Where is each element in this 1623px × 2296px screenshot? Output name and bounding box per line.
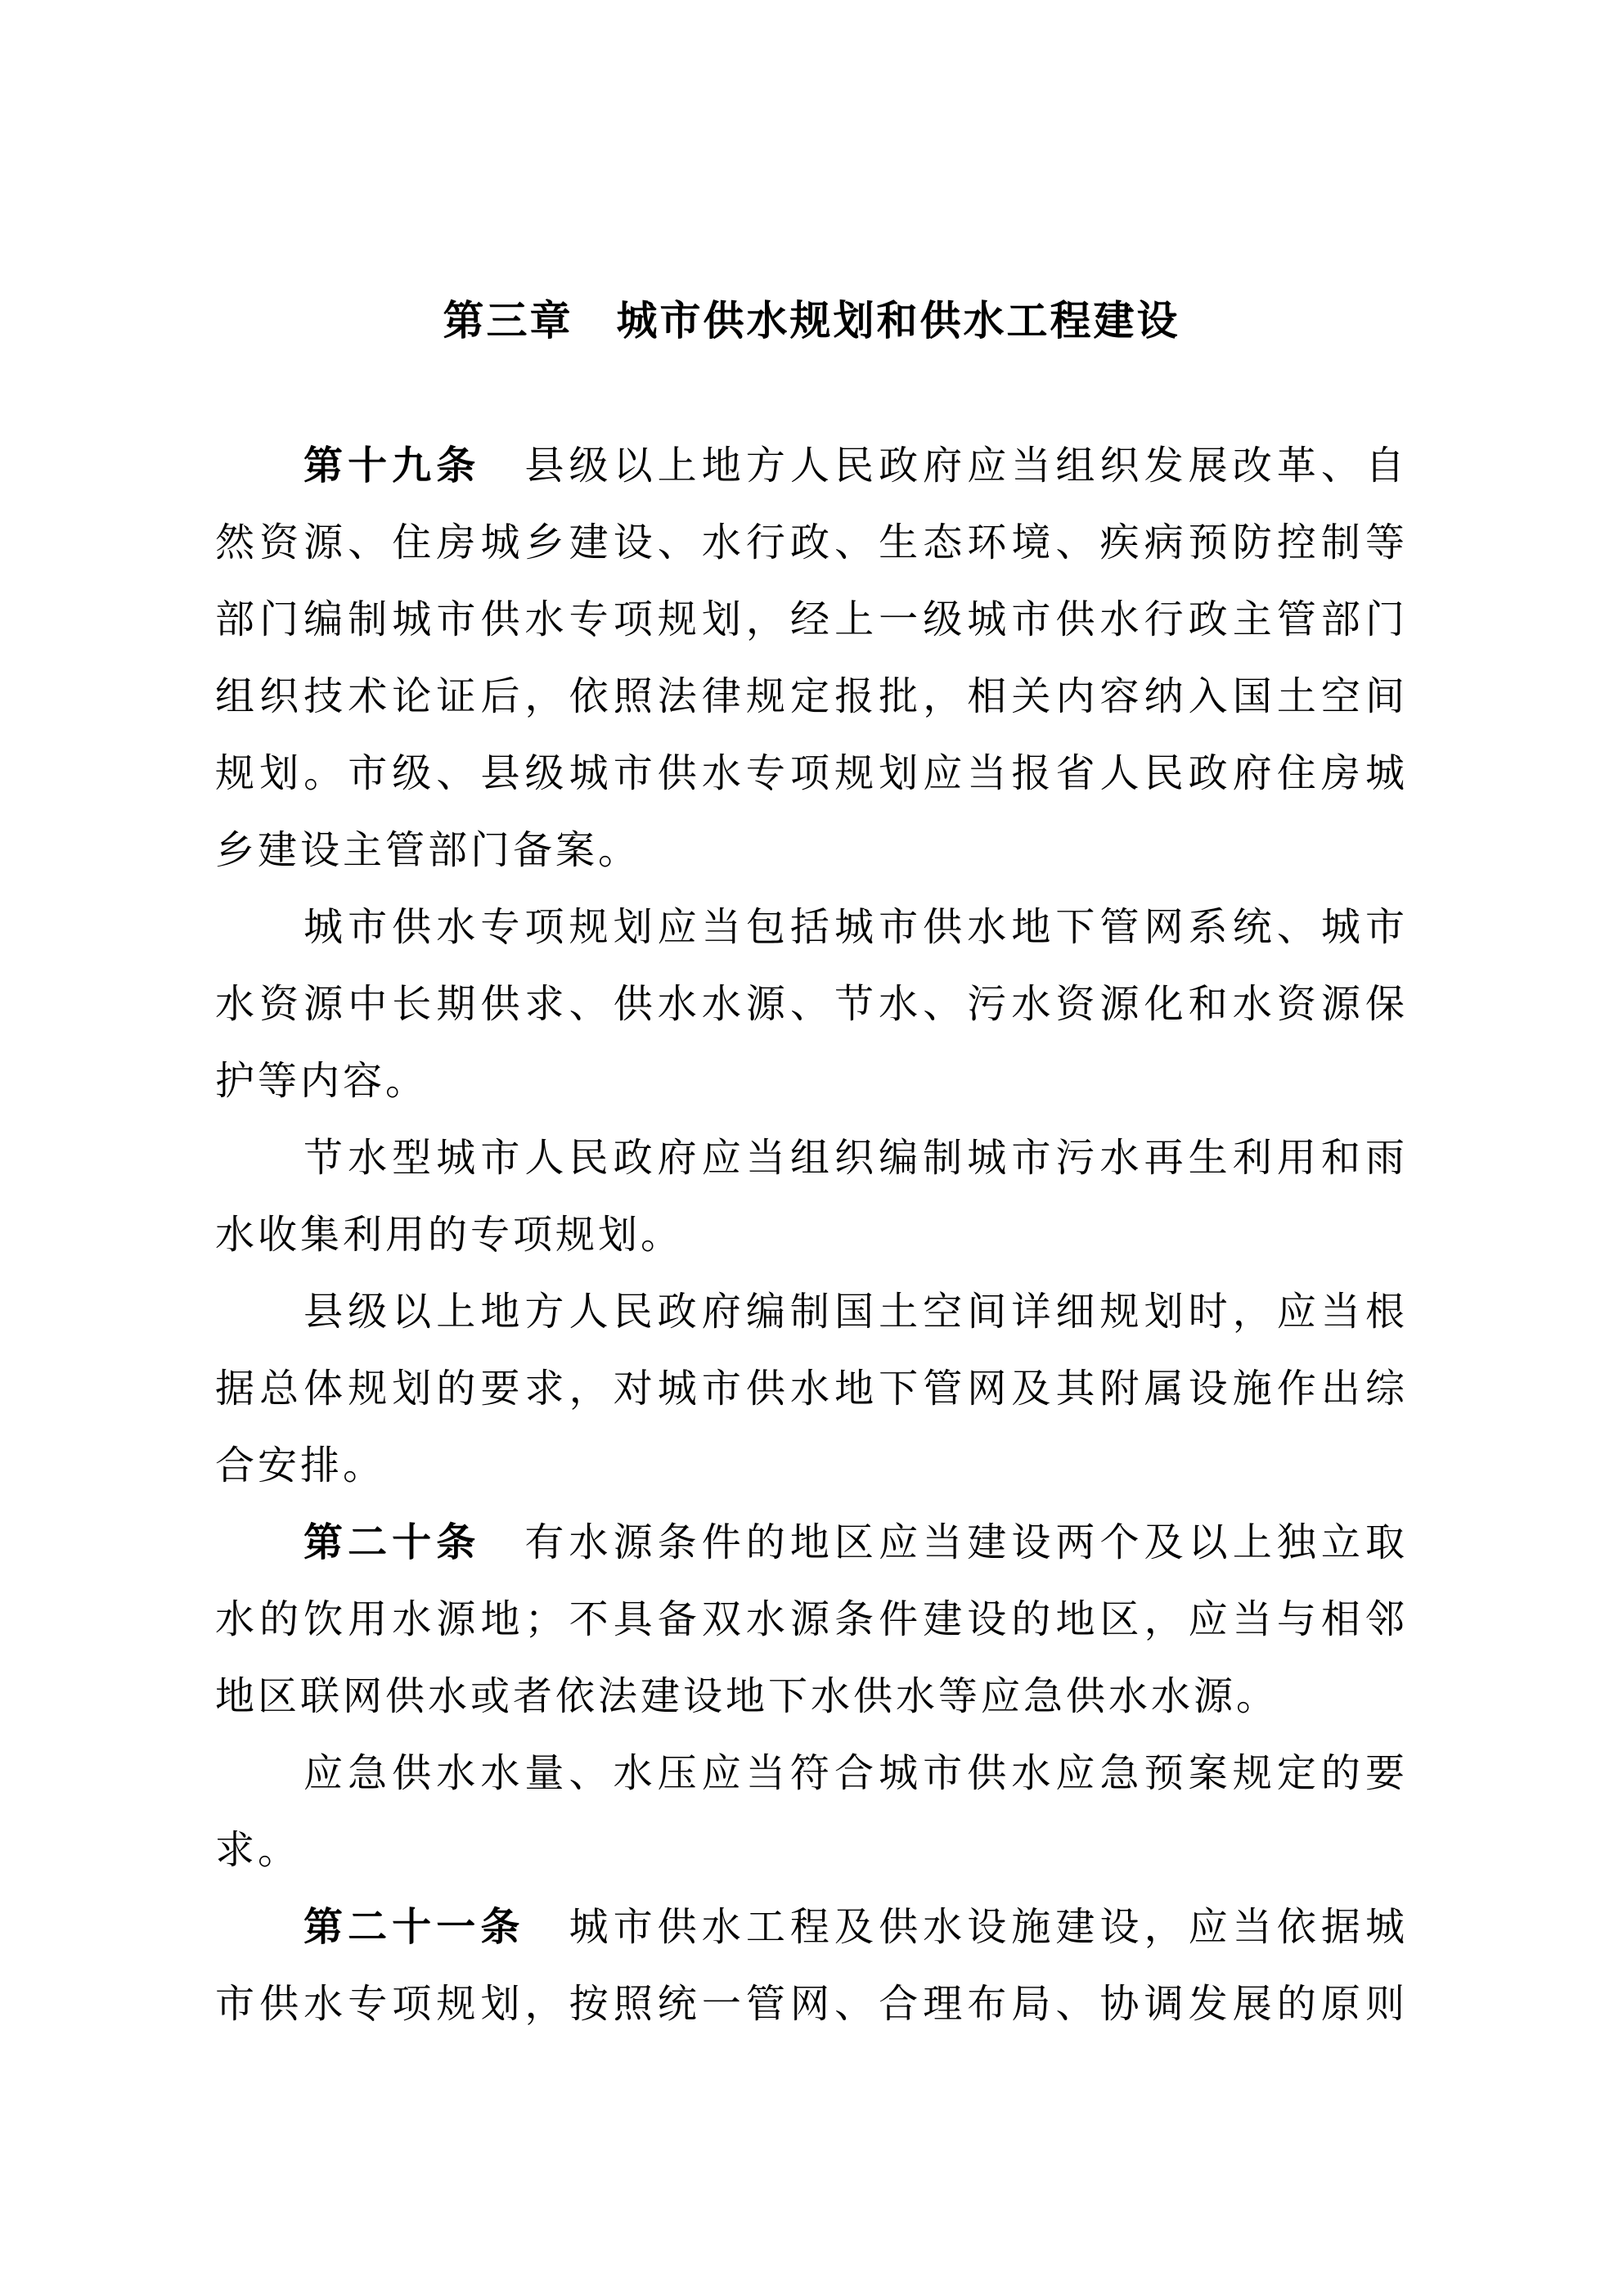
text-line [215,813,1408,889]
line-text: 城市供水工程及供水设施建设，应当依据城 [524,1906,1408,1949]
line-text: 护等内容。 [215,1060,429,1103]
text-line [215,505,1408,582]
line-text: 乡建设主管部门备案。 [215,829,641,872]
text-line [215,966,1408,1043]
text-line [215,1966,1408,2043]
line-text: 地区联网供水或者依法建设地下水供水等应急供水水源。 [215,1675,1279,1718]
text-line [215,1428,1408,1505]
text-line [215,1120,1408,1197]
line-text: 合安排。 [215,1444,386,1488]
line-text: 部门编制城市供水专项规划，经上一级城市供水行政主管部门 [215,598,1408,642]
text-line [215,1274,1408,1351]
text-line [215,1043,1408,1120]
line-text: 水的饮用水源地；不具备双水源条件建设的地区，应当与相邻 [215,1598,1408,1641]
line-text: 然资源、住房城乡建设、水行政、生态环境、疾病预防控制等 [215,521,1408,565]
line-text: 水收集利用的专项规划。 [215,1213,684,1257]
line-text: 应急供水水量、水压应当符合城市供水应急预案规定的要 [303,1752,1408,1795]
line-text: 有水源条件的地区应当建设两个及以上独立取 [480,1521,1408,1564]
line-text: 水资源中长期供求、供水水源、节水、污水资源化和水资源保 [215,983,1408,1026]
text-line [215,1582,1408,1659]
line-text: 组织技术论证后，依照法律规定报批，相关内容纳入国土空间 [215,675,1408,718]
text-line [215,1812,1408,1889]
text-line [215,736,1408,813]
article-number: 第二十条 [303,1521,481,1564]
text-line [215,582,1408,659]
line-text: 城市供水专项规划应当包括城市供水地下管网系统、城市 [303,906,1408,949]
text-line [215,1889,1408,1966]
text-line [215,1659,1408,1736]
text-line [215,889,1408,966]
text-line [215,1736,1408,1812]
line-text: 节水型城市人民政府应当组织编制城市污水再生利用和雨 [303,1137,1408,1180]
text-line [215,659,1408,736]
article-number: 第十九条 [303,444,481,488]
article-number: 第二十一条 [303,1906,525,1949]
line-text: 县级以上地方人民政府应当组织发展改革、自 [480,444,1408,488]
chapter-title: 第三章 城市供水规划和供水工程建设 [443,298,1180,344]
line-text: 市供水专项规划，按照统一管网、合理布局、协调发展的原则 [215,1983,1408,2026]
line-text: 据总体规划的要求，对城市供水地下管网及其附属设施作出综 [215,1367,1408,1411]
line-text: 求。 [215,1829,301,1872]
article-text-block [215,428,1408,2043]
text-line [215,1351,1408,1428]
line-text: 规划。市级、县级城市供水专项规划应当报省人民政府住房城 [215,752,1408,795]
text-line [215,1505,1408,1582]
text-line [215,428,1408,505]
text-line [215,1197,1408,1274]
line-text: 县级以上地方人民政府编制国土空间详细规划时，应当根 [303,1290,1408,1334]
